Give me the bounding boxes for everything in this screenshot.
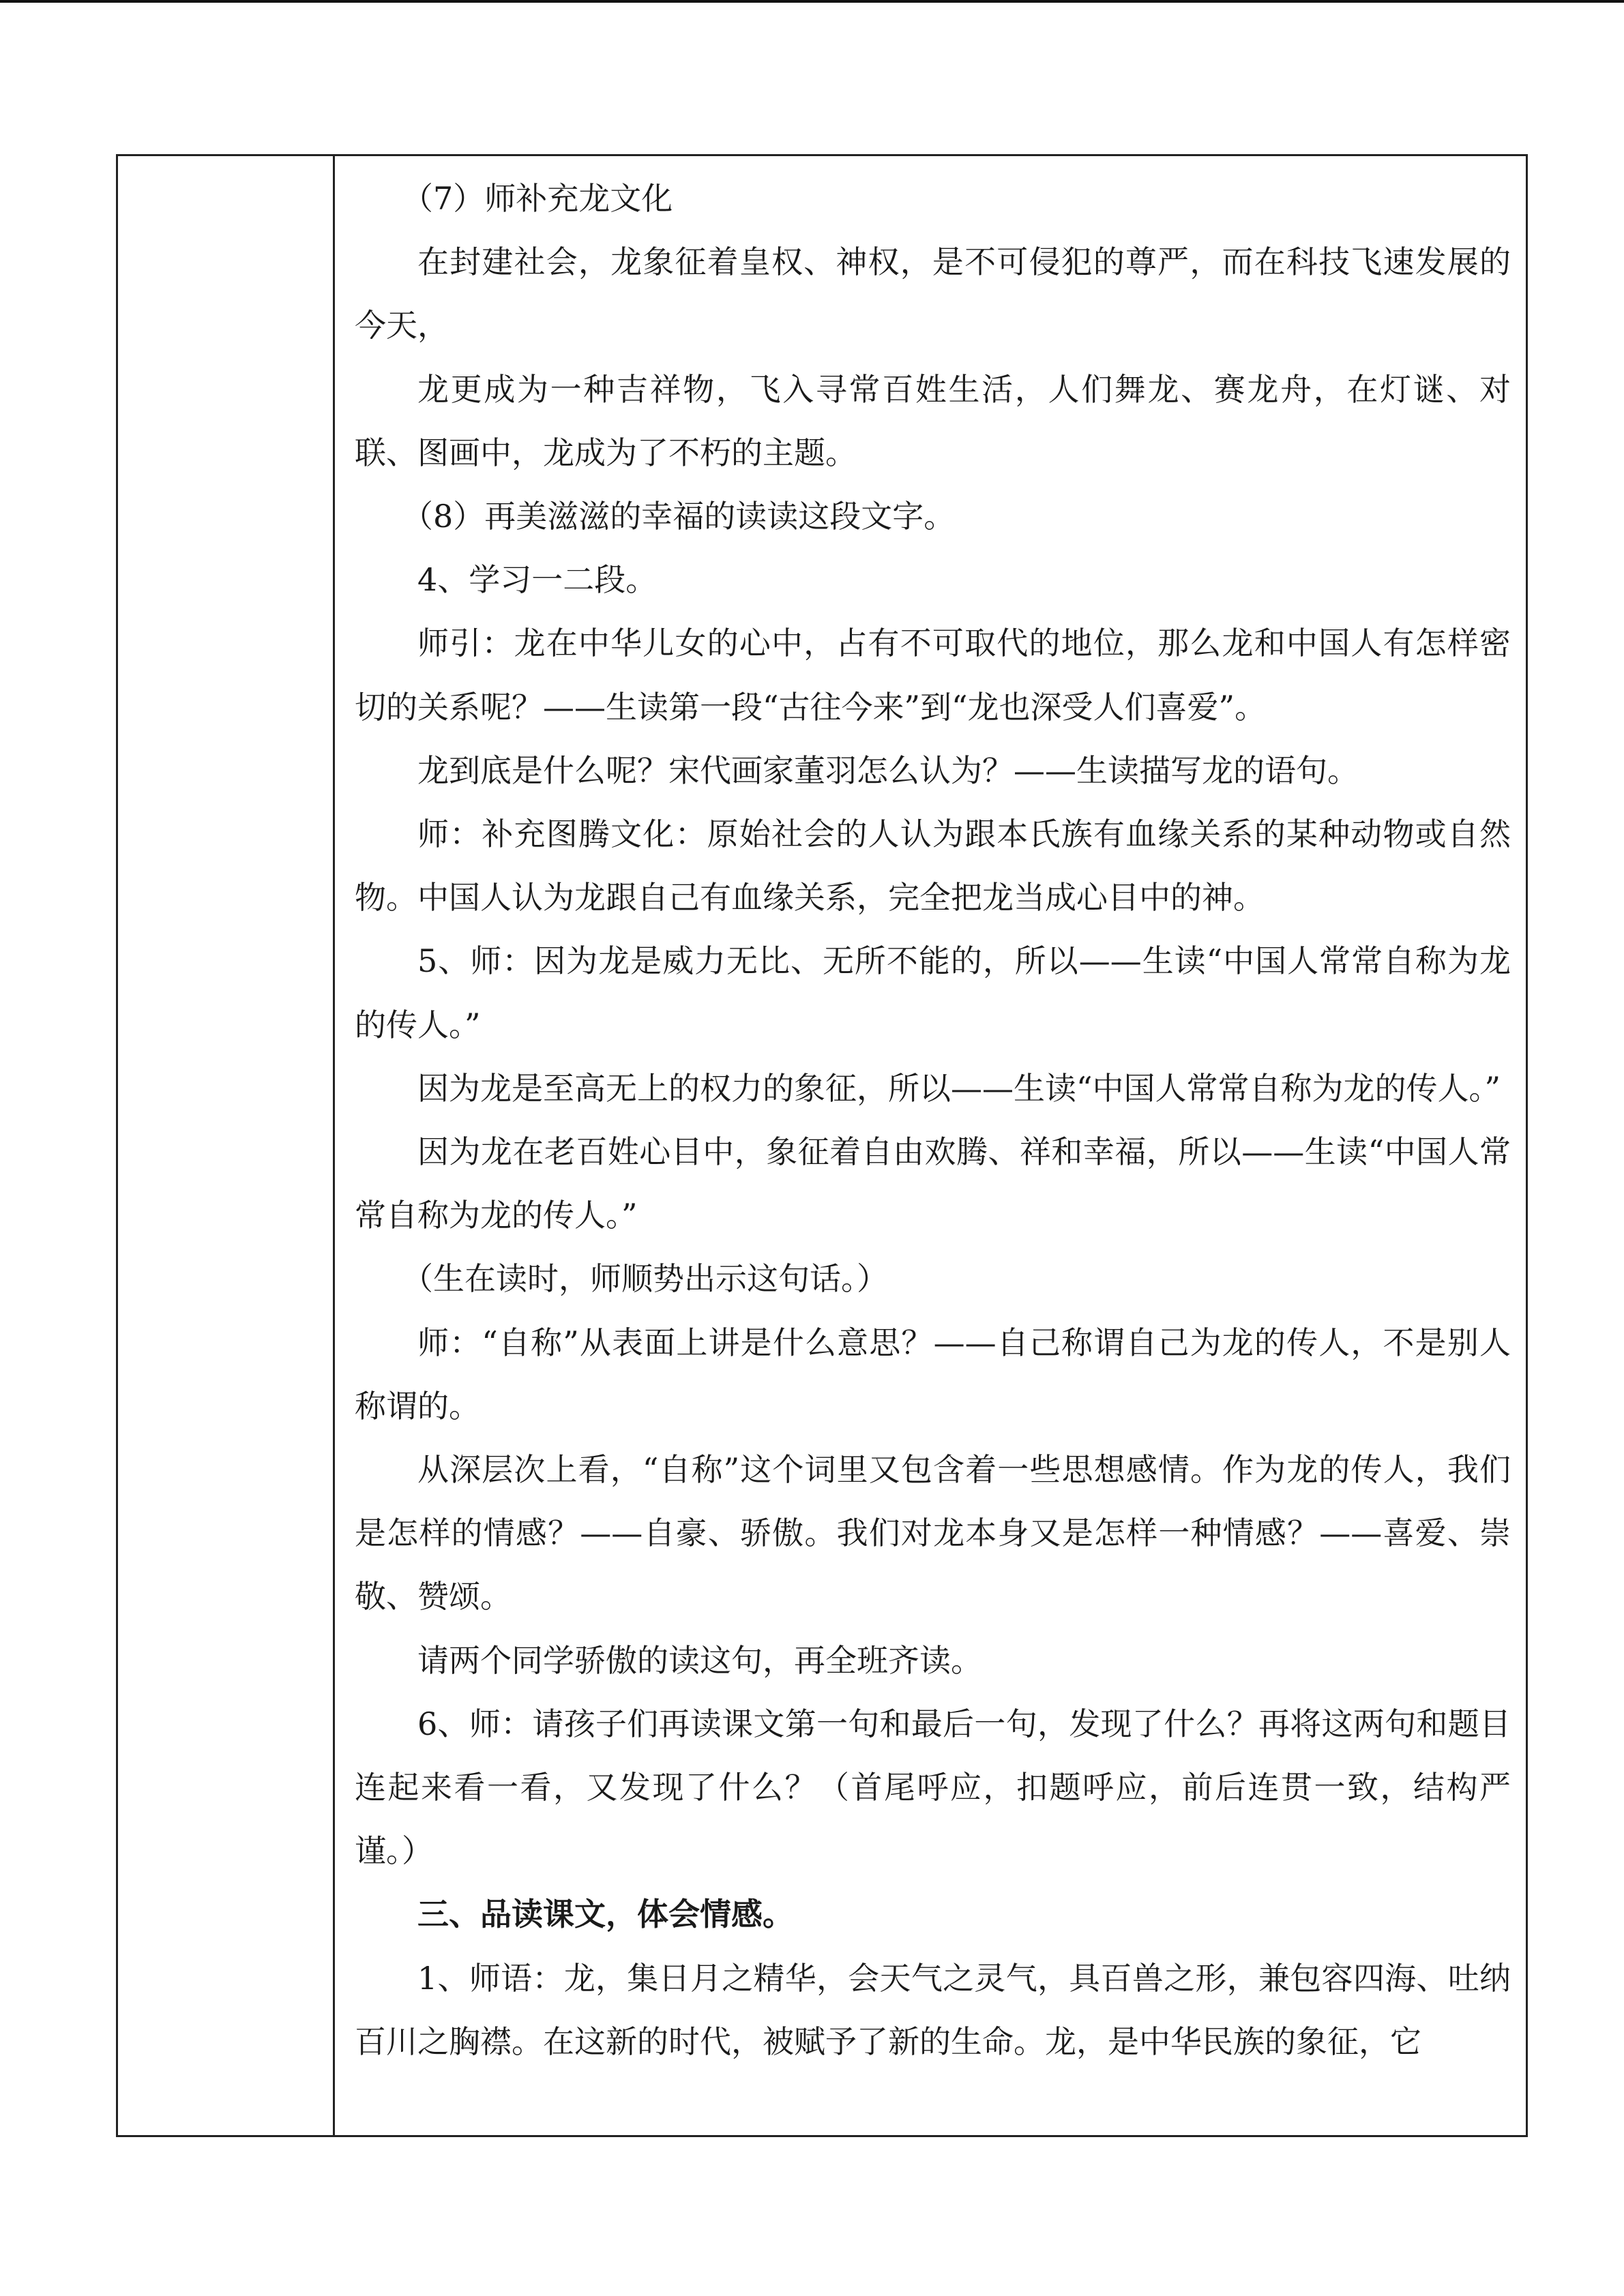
page-top-border xyxy=(0,0,1624,3)
section-3-heading: 三、品读课文，体会情感。 xyxy=(417,1896,794,1933)
step-7-heading: （7）师补充龙文化 xyxy=(402,180,673,217)
paragraph-deep-meaning: 从深层次上看，“自称”这个词里又包含着一些思想感情。作为龙的传人，我们是怎样的情感？——自豪、骄傲。我们对龙本身又是怎样一种情感？——喜爱、崇敬、赞颂。 xyxy=(355,1451,1511,1615)
paragraph-totem-culture: 师：补充图腾文化：原始社会的人认为跟本氏族有血缘关系的某种动物或自然物。中国人认为龙跟自己有血缘关系，完全把龙当成心目中的神。 xyxy=(355,816,1511,916)
paragraph-show-sentence: （生在读时，师顺势出示这句话。） xyxy=(402,1260,888,1298)
paragraph-supreme-power: 因为龙是至高无上的权力的象征，所以——生读“中国人常常自称为龙的传人。” xyxy=(417,1069,1501,1107)
paragraph-dragon-mascot: 龙更成为一种吉祥物，飞入寻常百姓生活，人们舞龙、赛龙舟，在灯谜、对联、图画中，龙成为了不朽的主题。 xyxy=(355,370,1511,471)
paragraph-class-reading: 请两个同学骄傲的读这句，再全班齐读。 xyxy=(417,1641,982,1679)
table-content-cell xyxy=(337,156,1526,2135)
step-8-heading: （8）再美滋滋的幸福的读读这段文字。 xyxy=(402,498,956,535)
paragraph-teacher-words: 1、师语：龙，集日月之精华，会天气之灵气，具百兽之形，兼包容四海、吐纳百川之胸襟。在这新的时代，被赋予了新的生命。龙，是中华民族的象征，它 xyxy=(355,1959,1511,2060)
section-4-heading: 4、学习一二段。 xyxy=(417,561,658,599)
paragraph-teacher-intro: 师引：龙在中华儿女的心中，占有不可取代的地位，那么龙和中国人有怎样密切的关系呢？——生读第一段“古往今来”到“龙也深受人们喜爱”。 xyxy=(355,625,1511,726)
section-6-paragraph: 6、师：请孩子们再读课文第一句和最后一句，发现了什么？再将这两句和题目连起来看一看，又发现了什么？（首尾呼应，扣题呼应，前后连贯一致，结构严谨。） xyxy=(355,1705,1511,1870)
paragraph-dong-yu: 龙到底是什么呢？宋代画家董羽怎么认为？——生读描写龙的语句。 xyxy=(417,751,1359,789)
table-label-column xyxy=(118,156,335,2135)
paragraph-feudal-dragon: 在封建社会，龙象征着皇权、神权，是不可侵犯的尊严，而在科技飞速发展的今天， xyxy=(355,243,1511,344)
lesson-plan-table xyxy=(116,154,1528,2137)
paragraph-folk-happiness: 因为龙在老百姓心目中，象征着自由欢腾、祥和幸福，所以——生读“中国人常常自称为龙的传人。” xyxy=(355,1133,1511,1234)
paragraph-self-call-meaning: 师：“自称”从表面上讲是什么意思？——自己称谓自己为龙的传人，不是别人称谓的。 xyxy=(355,1324,1511,1425)
section-5-paragraph: 5、师：因为龙是威力无比、无所不能的，所以——生读“中国人常常自称为龙的传人。” xyxy=(355,942,1511,1043)
